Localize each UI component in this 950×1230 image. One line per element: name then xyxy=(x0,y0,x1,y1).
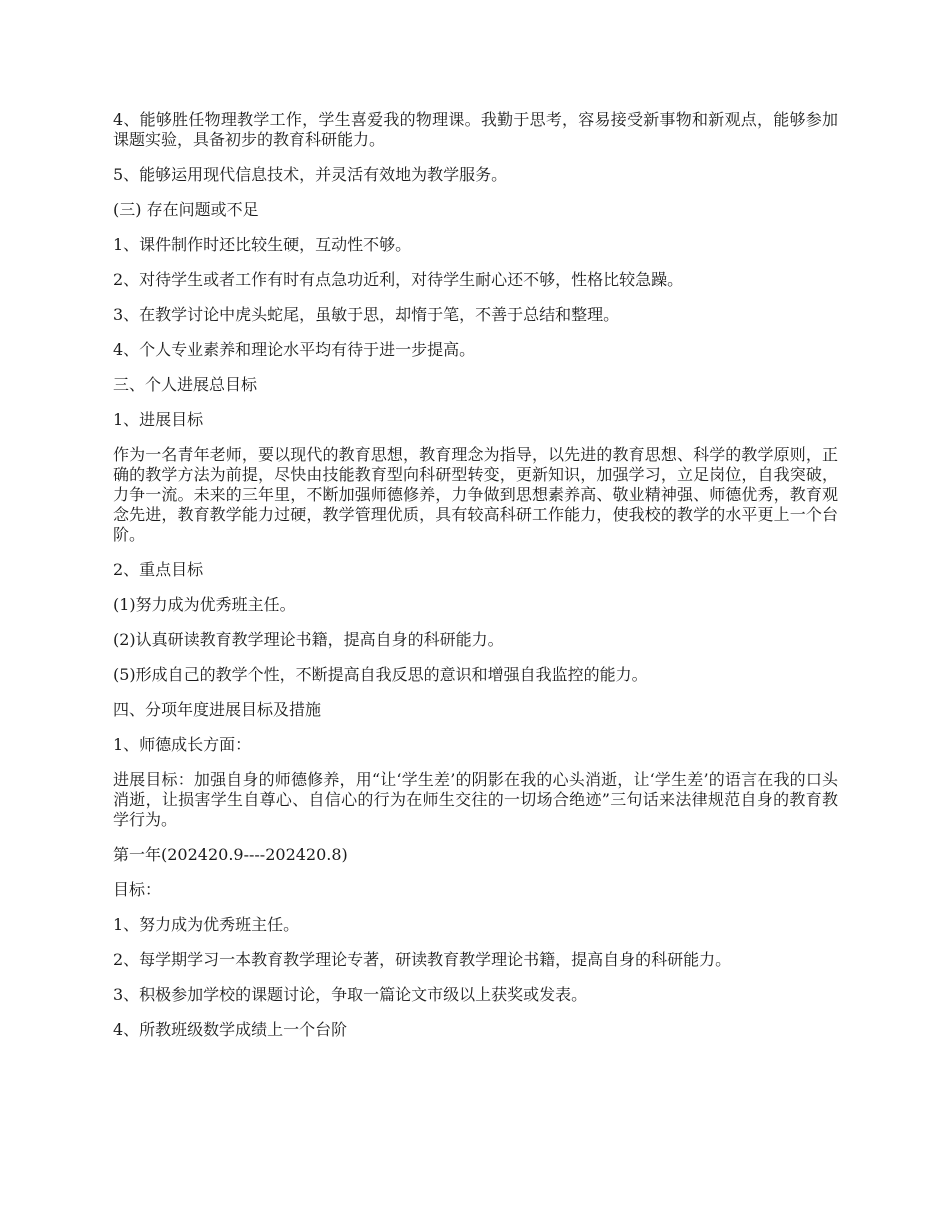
paragraph-5: 2、对待学生或者工作有时有点急功近利，对待学生耐心还不够，性格比较急躁。 xyxy=(113,270,684,289)
paragraph-9: 1、进展目标 xyxy=(113,410,204,429)
section-heading-problems: (三) 存在问题或不足 xyxy=(113,200,259,219)
section-heading-overall-goals: 三、个人进展总目标 xyxy=(113,375,258,394)
paragraph-22: 3、积极参加学校的课题讨论，争取一篇论文市级以上获奖或发表。 xyxy=(113,985,588,1004)
paragraph-16: 1、师德成长方面： xyxy=(113,735,252,754)
paragraph-18: 第一年(202420.9----202420.8) xyxy=(113,845,348,864)
section-heading-annual-goals: 四、分项年度进展目标及措施 xyxy=(113,700,322,719)
paragraph-11: 2、重点目标 xyxy=(113,560,204,579)
paragraph-7: 4、个人专业素养和理论水平均有待于进一步提高。 xyxy=(113,340,476,359)
paragraph-20: 1、努力成为优秀班主任。 xyxy=(113,915,300,934)
paragraph-17: 进展目标：加强自身的师德修养，用“让‘学生差’的阴影在我的心头消逝，让‘学生差’的语言在我的口头消逝，让损害学生自尊心、自信心的行为在师生交往的一切场合绝迹”三句话来法律规范自身的教育教学行为。 xyxy=(113,770,838,829)
paragraph-13: (2)认真研读教育教学理论书籍，提高自身的科研能力。 xyxy=(113,630,504,649)
paragraph-1: 4、能够胜任物理教学工作，学生喜爱我的物理课。我勤于思考，容易接受新事物和新观点，能够参加课题实验，具备初步的教育科研能力。 xyxy=(113,110,838,149)
paragraph-21: 2、每学期学习一本教育教学理论专著，研读教育教学理论书籍，提高自身的科研能力。 xyxy=(113,950,732,969)
paragraph-2: 5、能够运用现代信息技术，并灵活有效地为教学服务。 xyxy=(113,165,508,184)
paragraph-12: (1)努力成为优秀班主任。 xyxy=(113,595,296,614)
paragraph-6: 3、在教学讨论中虎头蛇尾，虽敏于思，却惰于笔，不善于总结和整理。 xyxy=(113,305,620,324)
paragraph-19: 目标： xyxy=(113,880,162,899)
paragraph-4: 1、课件制作时还比较生硬，互动性不够。 xyxy=(113,235,412,254)
document-page xyxy=(113,110,838,1055)
paragraph-14: (5)形成自己的教学个性，不断提高自我反思的意识和增强自我监控的能力。 xyxy=(113,665,648,684)
paragraph-10: 作为一名青年老师，要以现代的教育思想，教育理念为指导，以先进的教育思想、科学的教学原则，正确的教学方法为前提，尽快由技能教育型向科研型转变，更新知识，加强学习，立足岗位，自我突破，力争一流。未来的三年里，不断加强师德修养，力争做到思想素养高、敬业精神强、师德优秀，教育观念先进，教育教学能力过硬，教学管理优质，具有较高科研工作能力，使我校的教学的水平更上一个台阶。 xyxy=(113,445,838,544)
paragraph-23: 4、所教班级数学成绩上一个台阶 xyxy=(113,1020,348,1039)
